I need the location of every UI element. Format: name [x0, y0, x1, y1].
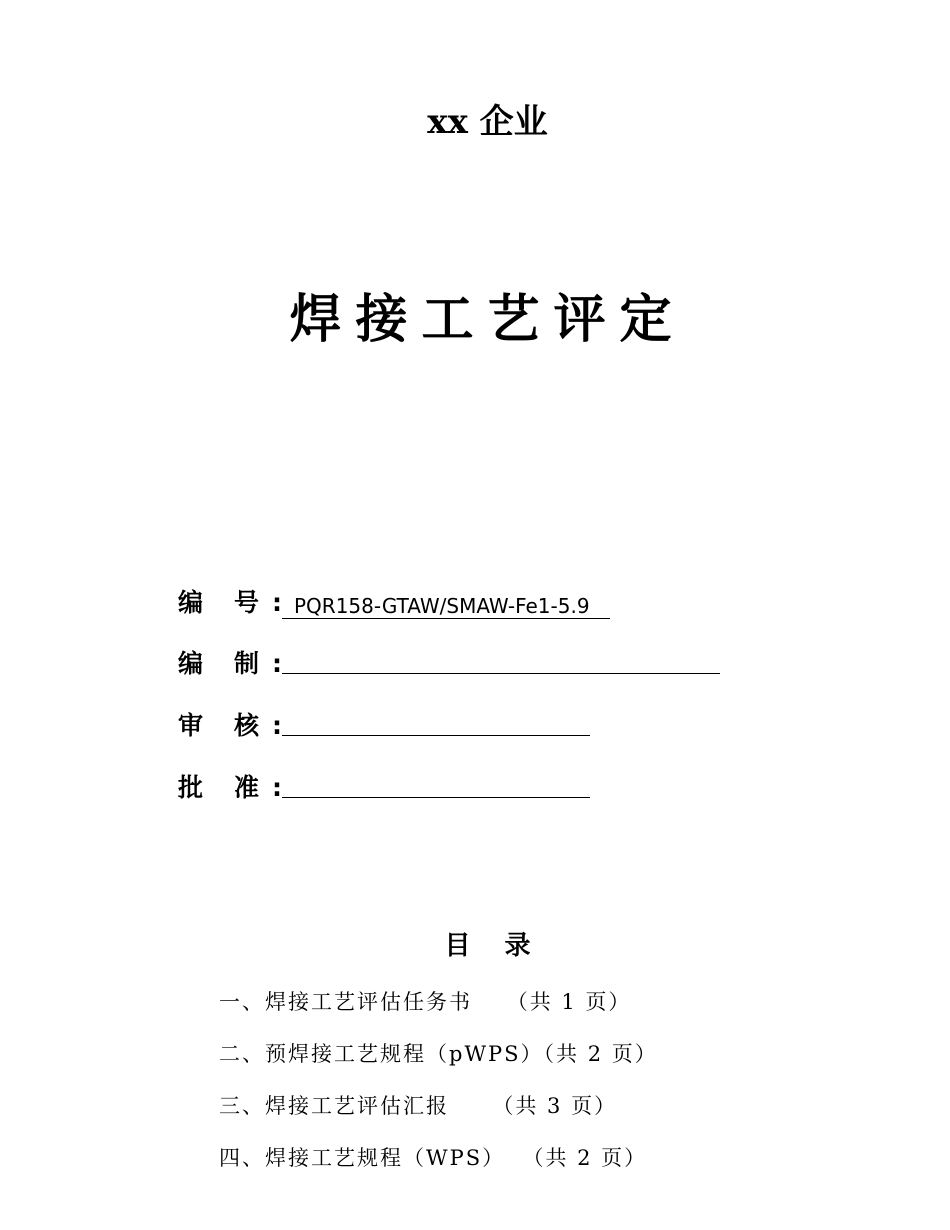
field-number-colon: : [272, 588, 282, 617]
toc-item[interactable]: 一、焊接工艺评估任务书 （共 1 页） [219, 990, 632, 1014]
field-reviewed-by-value[interactable] [282, 708, 590, 736]
document-title: 焊接工艺评定 [289, 290, 686, 350]
field-number-value: PQR158-GTAW/SMAW-Fe1-5.9 [282, 591, 610, 619]
field-number [178, 583, 610, 623]
company-name: xx 企业 [427, 102, 548, 142]
field-reviewed-by [178, 706, 590, 746]
toc-item[interactable]: 二、预焊接工艺规程（pWPS）（共 2 页） [219, 1042, 658, 1066]
toc-item[interactable]: 四、焊接工艺规程（WPS） （共 2 页） [219, 1146, 648, 1170]
toc-title: 目 录 [444, 931, 531, 961]
field-approved-by-label: 批 准 [178, 773, 260, 802]
field-approved-by-colon: : [272, 773, 282, 802]
toc-item[interactable]: 三、焊接工艺评估汇报 （共 3 页） [219, 1094, 618, 1118]
field-compiled-by-value[interactable] [282, 646, 720, 674]
field-reviewed-by-label: 审 核 [178, 711, 260, 740]
field-approved-by [178, 768, 590, 808]
field-approved-by-value[interactable] [282, 770, 590, 798]
field-compiled-by [178, 644, 720, 684]
field-number-label: 编 号 [178, 588, 260, 617]
field-compiled-by-colon: : [272, 649, 282, 678]
field-reviewed-by-colon: : [272, 711, 282, 740]
field-compiled-by-label: 编 制 [178, 649, 260, 678]
